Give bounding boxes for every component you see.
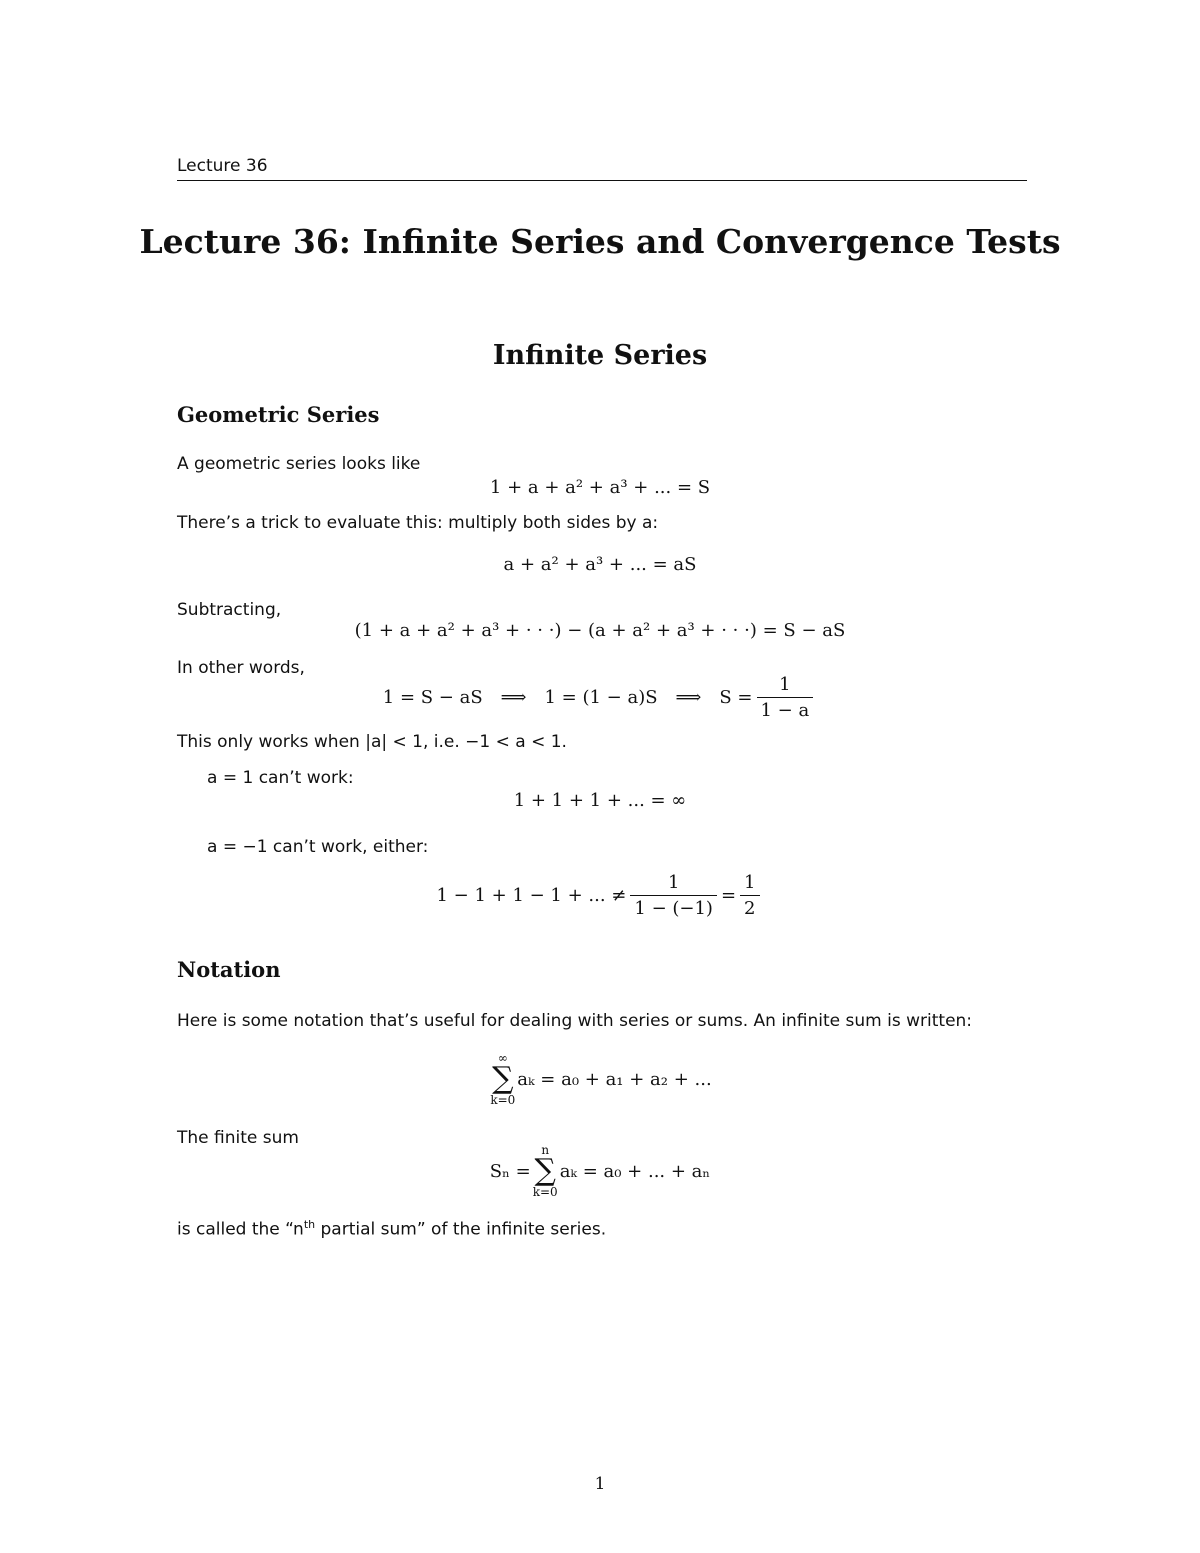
sum-lower-limit: k=0 <box>532 1185 558 1199</box>
case-a-equals-minus-1: a = −1 can’t work, either: <box>207 837 429 857</box>
fraction-denominator: 1 − (−1) <box>630 895 717 919</box>
running-header: Lecture 36 <box>177 156 268 176</box>
equation-diverges: 1 + 1 + 1 + ... = ∞ <box>513 790 687 811</box>
other-words-text: In other words, <box>177 658 305 678</box>
finite-sum-rhs: aₖ = a₀ + ... + aₙ <box>559 1160 711 1182</box>
notation-intro: Here is some notation that’s useful for dealing with series or sums. An infinite sum is written: <box>177 1011 973 1031</box>
subsection-geometric-series: Geometric Series <box>177 402 380 427</box>
trick-text: There’s a trick to evaluate this: multiply both sides by a: <box>177 513 659 533</box>
solution-step-2: 1 = (1 − a)S <box>544 687 658 708</box>
equals-sign: = <box>720 885 737 906</box>
equation-multiplied: a + a² + a³ + ... = aS <box>503 554 697 575</box>
sum-upper-limit: n <box>541 1143 550 1157</box>
fraction-denominator: 2 <box>740 895 759 919</box>
fraction-closed-form <box>757 674 814 721</box>
infinite-sum-rhs: aₖ = a₀ + a₁ + a₂ + ... <box>517 1068 712 1090</box>
implies-arrow: ⟹ <box>675 687 702 708</box>
equation-finite-sum <box>0 1144 1200 1198</box>
fraction-one-half <box>740 872 759 919</box>
fraction-numerator: 1 <box>779 674 791 695</box>
equation-subtraction: (1 + a + a² + a³ + · · ·) − (a + a² + a³ + · · ·) = S − aS <box>354 620 846 641</box>
subtracting-text: Subtracting, <box>177 600 282 620</box>
alternating-lhs: 1 − 1 + 1 − 1 + ... ≠ <box>436 885 627 906</box>
page-number: 1 <box>594 1474 606 1494</box>
summation-operator <box>533 1144 558 1198</box>
finite-sum-lhs: Sₙ = <box>489 1160 531 1182</box>
geometric-intro: A geometric series looks like <box>177 454 421 474</box>
fraction-denominator: 1 − a <box>757 697 814 721</box>
page-title: Lecture 36: Infinite Series and Convergence Tests <box>139 222 1061 261</box>
sum-upper-limit: ∞ <box>497 1051 508 1065</box>
subsection-notation: Notation <box>177 957 281 982</box>
equation-geometric-series: 1 + a + a² + a³ + ... = S <box>489 477 711 498</box>
fraction-numerator: 1 <box>744 872 756 893</box>
superscript-th: th <box>303 1218 316 1231</box>
equation-solution <box>0 674 1200 721</box>
sigma-symbol: ∑ <box>534 1153 556 1188</box>
summation-operator <box>490 1052 515 1106</box>
equation-alternating <box>0 872 1200 919</box>
partial-sum-text-end: partial sum” of the infinite series. <box>315 1219 607 1240</box>
fraction-alternating <box>630 872 717 919</box>
header-rule <box>177 180 1027 181</box>
sigma-symbol: ∑ <box>492 1061 514 1096</box>
finite-sum-text: The finite sum <box>177 1128 299 1148</box>
case-a-equals-1: a = 1 can’t work: <box>207 768 354 788</box>
partial-sum-text <box>177 1218 606 1240</box>
implies-arrow: ⟹ <box>500 687 527 708</box>
partial-sum-text-start: is called the “n <box>177 1219 304 1240</box>
fraction-numerator: 1 <box>667 872 680 893</box>
equation-infinite-sum <box>0 1046 1200 1106</box>
convergence-condition: This only works when |a| < 1, i.e. −1 < a < 1. <box>177 732 567 752</box>
section-heading: Infinite Series <box>492 340 708 371</box>
sum-lower-limit: k=0 <box>490 1093 516 1107</box>
solution-step-1: 1 = S − aS <box>382 687 483 708</box>
solution-step-3-lhs: S = <box>719 687 753 708</box>
